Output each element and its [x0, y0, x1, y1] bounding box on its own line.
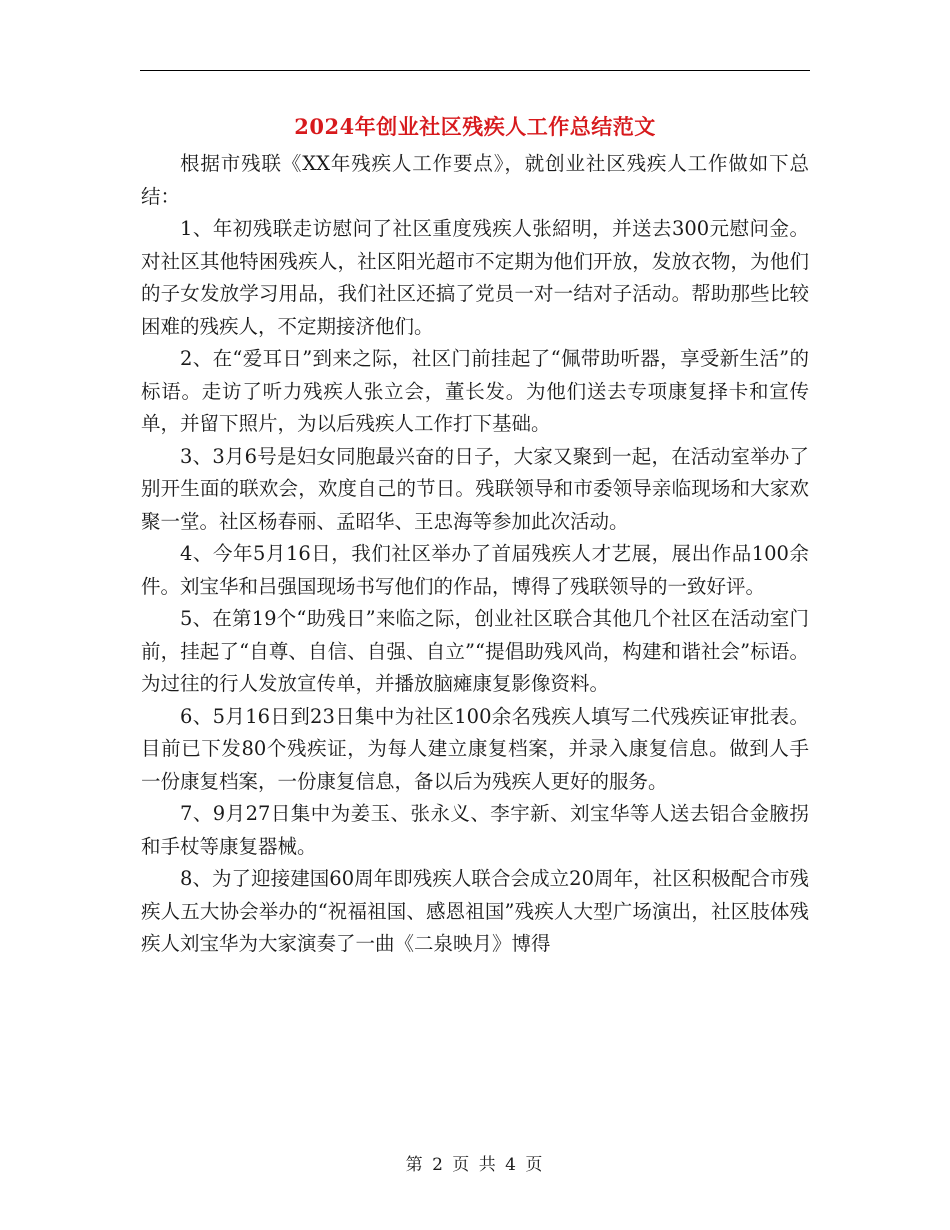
paragraph-intro: 根据市残联《XX年残疾人工作要点》，就创业社区残疾人工作做如下总结： [141, 152, 809, 208]
paragraph-item-1: 1、年初残联走访慰问了社区重度残疾人张紹明，并送去300元慰问金。对社区其他特困残疾人，社区阳光超市不定期为他们开放，发放衣物，为他们的子女发放学习用品，我们社区还搞了党员一对一结对子活动。帮助那些比较困难的残疾人，不定期接济他们。 [141, 217, 809, 338]
document-title: 2024年创业社区残疾人工作总结范文 [294, 114, 656, 139]
paragraph-item-2: 2、在“爱耳日”到来之际，社区门前挂起了“佩带助听器，享受新生活”的标语。走访了听力残疾人张立会，董长发。为他们送去专项康复择卡和宣传单，并留下照片，为以后残疾人工作打下基础。 [141, 347, 809, 435]
header-rule [140, 70, 810, 71]
paragraph-item-8: 8、为了迎接建国60周年即残疾人联合会成立20周年，社区积极配合市残疾人五大协会举办的“祝福祖国、感恩祖国”残疾人大型广场演出，社区肢体残疾人刘宝华为大家演奏了一曲《二泉映月》博得 [141, 867, 809, 955]
paragraph-item-6: 6、5月16日到23日集中为社区100余名残疾人填写二代残疾证审批表。目前已下发80个残疾证，为每人建立康复档案，并录入康复信息。做到人手一份康复档案，一份康复信息，备以后为残疾人更好的服务。 [141, 704, 809, 793]
paragraph-item-4: 4、今年5月16日，我们社区举办了首届残疾人才艺展，展出作品100余件。刘宝华和吕强国现场书写他们的作品，博得了残联领导的一致好评。 [141, 542, 809, 598]
document-body [141, 148, 809, 961]
page-number-footer: 第 2 页 共 4 页 [405, 1155, 545, 1175]
paragraph-item-5: 5、在第19个“助残日”来临之际，创业社区联合其他几个社区在活动室门前，挂起了“自尊、自信、自强、自立”“提倡助残风尚，构建和谐社会”标语。为过往的行人发放宣传单，并播放脑瘫康复影像资料。 [141, 607, 809, 695]
paragraph-item-3: 3、3月6号是妇女同胞最兴奋的日子，大家又聚到一起，在活动室举办了别开生面的联欢会，欢度自己的节日。残联领导和市委领导亲临现场和大家欢聚一堂。社区杨春丽、孟昭华、王忠海等参加此次活动。 [141, 444, 809, 533]
paragraph-item-7: 7、9月27日集中为姜玉、张永义、李宇新、刘宝华等人送去铝合金腋拐和手杖等康复器械。 [141, 802, 809, 858]
